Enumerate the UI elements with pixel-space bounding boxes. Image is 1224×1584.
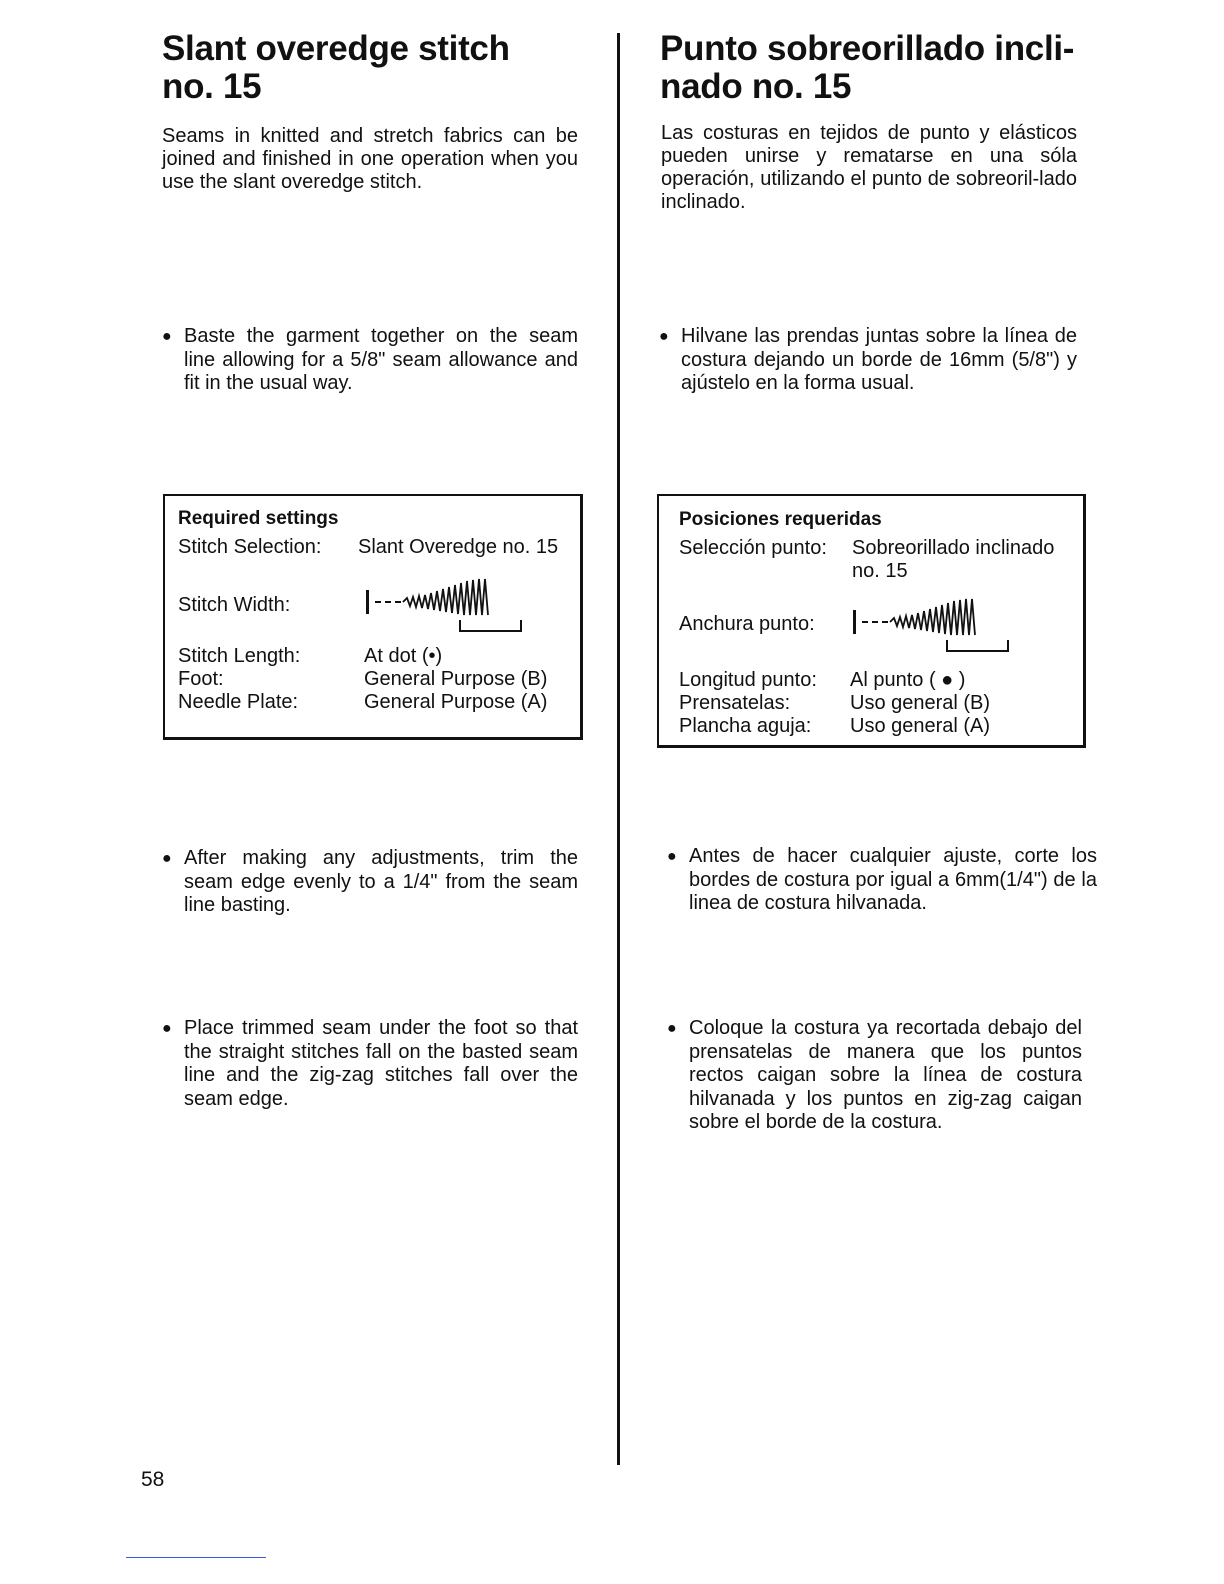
- spanish-stitch-selection-value-line1: Sobreorillado inclinado: [852, 537, 1055, 559]
- spanish-foot-label: Prensatelas:: [679, 692, 791, 714]
- spanish-stitch-length-label: Longitud punto:: [679, 669, 817, 691]
- column-divider: [617, 33, 620, 1465]
- spanish-foot-value: Uso general (B): [850, 692, 991, 714]
- english-bullet-1: [162, 325, 578, 396]
- english-title-line1: Slant overedge stitch: [162, 29, 510, 68]
- english-title: [162, 30, 602, 106]
- english-stitch-selection-value: Slant Overedge no. 15: [358, 536, 559, 558]
- footer-rule: [126, 1557, 266, 1558]
- english-settings-box: [163, 494, 583, 740]
- english-needle-plate-value: General Purpose (A): [364, 691, 548, 713]
- spanish-settings-box: [657, 494, 1086, 748]
- bullet-icon: ●: [667, 848, 677, 865]
- english-stitch-width-label: Stitch Width:: [178, 594, 291, 616]
- spanish-stitch-selection-value-line2: no. 15: [852, 560, 908, 582]
- spanish-title-line1: Punto sobreorillado incli-: [660, 29, 1075, 68]
- stitch-width-diagram-icon: [363, 578, 533, 634]
- spanish-settings-heading: Posiciones requeridas: [679, 509, 882, 530]
- english-bullet-2: [162, 847, 578, 918]
- page-number: 58: [141, 1468, 165, 1491]
- spanish-needle-plate-value: Uso general (A): [850, 715, 991, 737]
- spanish-stitch-selection-label: Selección punto:: [679, 537, 827, 559]
- english-needle-plate-label: Needle Plate:: [178, 691, 299, 713]
- english-stitch-selection-label: Stitch Selection:: [178, 536, 322, 558]
- english-foot-label: Foot:: [178, 668, 224, 690]
- stitch-width-diagram-icon: [850, 598, 1020, 654]
- english-bullet-2-text: After making any adjustments, trim the seam edge evenly to a 1/4" from the seam line basting.: [184, 847, 578, 916]
- spanish-bullet-2: [667, 845, 1097, 916]
- english-bullet-3-text: Place trimmed seam under the foot so that the straight stitches fall on the basted seam line and the zig-zag stitches fall over the seam edge.: [184, 1017, 578, 1110]
- english-settings-heading: Required settings: [178, 508, 339, 529]
- english-stitch-length-value: At dot (•): [364, 645, 443, 667]
- spanish-bullet-1: [659, 325, 1077, 396]
- english-stitch-length-label: Stitch Length:: [178, 645, 301, 667]
- spanish-bullet-1-text: Hilvane las prendas juntas sobre la línea de costura dejando un borde de 16mm (5/8") y ajústelo en la forma usual.: [681, 325, 1077, 394]
- english-title-line2: no. 15: [162, 67, 262, 106]
- spanish-title: [660, 30, 1110, 106]
- bullet-icon: ●: [667, 1020, 677, 1037]
- english-bullet-1-text: Baste the garment together on the seam line allowing for a 5/8" seam allowance and fit in the usual way.: [184, 325, 578, 394]
- spanish-intro: Las costuras en tejidos de punto y elásticos pueden unirse y rematarse en una sóla operación, utilizando el punto de sobreoril-lado inclinado.: [661, 122, 1077, 213]
- bullet-icon: ●: [162, 850, 172, 867]
- spanish-needle-plate-label: Plancha aguja:: [679, 715, 812, 737]
- spanish-bullet-3-text: Coloque la costura ya recortada debajo del prensatelas de manera que los puntos rectos caigan sobre la línea de costura hilvanada y los puntos en zig-zag caigan sobre el borde de la costura.: [689, 1017, 1082, 1133]
- spanish-stitch-width-label: Anchura punto:: [679, 613, 815, 635]
- bullet-icon: ●: [162, 328, 172, 345]
- spanish-bullet-3: [667, 1017, 1082, 1135]
- english-bullet-3: [162, 1017, 578, 1111]
- spanish-bullet-2-text: Antes de hacer cualquier ajuste, corte los bordes de costura por igual a 6mm(1/4") de la linea de costura hilvanada.: [689, 845, 1097, 914]
- english-intro: Seams in knitted and stretch fabrics can be joined and finished in one operation when you use the slant overedge stitch.: [162, 125, 578, 193]
- english-foot-value: General Purpose (B): [364, 668, 548, 690]
- bullet-icon: ●: [659, 328, 669, 345]
- spanish-stitch-length-value: Al punto ( ● ): [850, 669, 966, 691]
- spanish-title-line2: nado no. 15: [660, 67, 852, 106]
- bullet-icon: ●: [162, 1020, 172, 1037]
